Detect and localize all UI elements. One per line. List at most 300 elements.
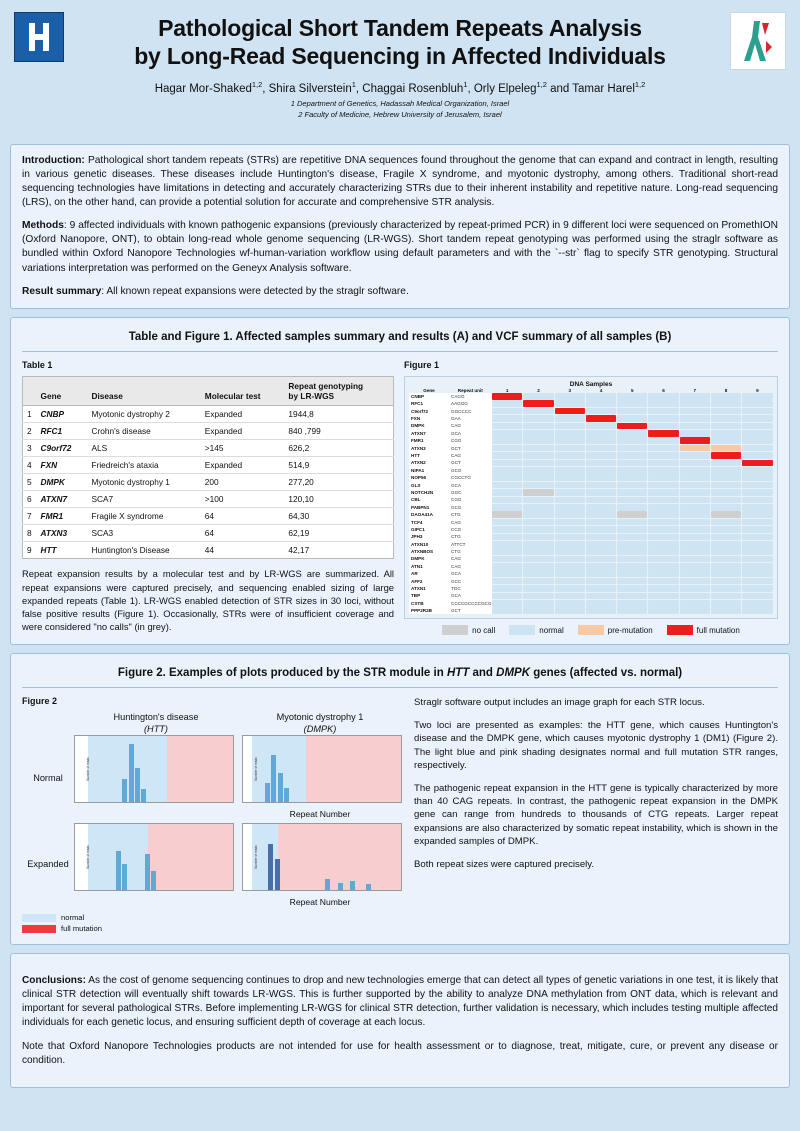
- histogram-bar: [129, 744, 134, 802]
- cell-lrwgs: 120,10: [284, 491, 393, 508]
- cell-gene: CNBP: [37, 406, 88, 423]
- heatmap-gene: ATXN3: [409, 444, 449, 451]
- heatmap-cell: [710, 526, 741, 533]
- methods-label: Methods: [22, 220, 64, 232]
- heatmap-gene: PABPN1: [409, 504, 449, 511]
- heatmap-row: [409, 444, 773, 451]
- heatmap-cell: [742, 415, 773, 422]
- heatmap-cell: [585, 607, 616, 614]
- affiliation-1: 1 Department of Genetics, Hadassah Medical Organization, Israel: [290, 98, 510, 108]
- heatmap-cell: [679, 444, 710, 451]
- histogram-bar: [122, 779, 127, 802]
- heatmap-cell: [742, 422, 773, 429]
- heatmap-cell: [523, 600, 554, 607]
- heatmap-gene: ATXN7: [409, 430, 449, 437]
- heatmap-cell: [648, 533, 679, 540]
- heatmap-cell: [648, 481, 679, 488]
- heatmap-cell: [523, 474, 554, 481]
- table-row: [23, 542, 394, 559]
- y-axis-label: Number of reads: [253, 757, 258, 782]
- heatmap-title: DNA Samples: [569, 380, 613, 388]
- heatmap-cell: [742, 467, 773, 474]
- table1-container: [22, 360, 394, 636]
- figure2-paragraph-2: Two loci are presented as examples: the HTT gene, which causes Huntington's disease and the DMPK gene, which causes myotonic dystrophy 1 (DM1) (Figure 2). The light blue and pink shading designates normal and full mutation STR ranges, respectively.: [414, 719, 778, 772]
- heatmap-row: [409, 407, 773, 414]
- divider: [22, 351, 778, 352]
- cell-lrwgs: 277,20: [284, 474, 393, 491]
- heatmap-row: [409, 467, 773, 474]
- legend-item-full-mutation: full mutation: [22, 924, 402, 933]
- heatmap-cell: [648, 407, 679, 414]
- heatmap-cell: [554, 452, 585, 459]
- heatmap-repeat-unit: CTG: [449, 533, 492, 540]
- cell-lrwgs: 514,9: [284, 457, 393, 474]
- heatmap-cell: [523, 541, 554, 548]
- heatmap-cell: [492, 548, 523, 555]
- table-row: [23, 474, 394, 491]
- cell-test: 64: [201, 525, 285, 542]
- heatmap-cell: [554, 474, 585, 481]
- page-title: [10, 8, 790, 70]
- histogram-bar: [325, 879, 330, 891]
- heatmap-cell: [648, 592, 679, 599]
- cell-disease: Myotonic dystrophy 2: [88, 406, 201, 423]
- cell-index: 5: [23, 474, 37, 491]
- heatmap-cell: [585, 518, 616, 525]
- authors-line: Hagar Mor-Shaked$^{1,2}$, Shira Silverstein$^1$, Chaggai Rosenbluh$^1$, Orly Elpeleg$^{1,2}$ and Tamar Harel$^{1,2}$: [154, 80, 646, 95]
- histogram-bar: [350, 881, 355, 890]
- heatmap-gene: TBP: [409, 592, 449, 599]
- result-summary-label: Result summary: [22, 285, 102, 297]
- heatmap-cell: [554, 548, 585, 555]
- heatmap-cell: [585, 533, 616, 540]
- heatmap-cell: [523, 496, 554, 503]
- heatmap-cell: [742, 533, 773, 540]
- heatmap-cell: [585, 496, 616, 503]
- heatmap-cell: [710, 555, 741, 562]
- affiliations: [10, 98, 790, 121]
- heatmap-cell: [617, 489, 648, 496]
- table-header-row: [23, 376, 394, 406]
- heatmap-row: [409, 518, 773, 525]
- cell-gene: HTT: [37, 542, 88, 559]
- cell-gene: ATXN7: [37, 491, 88, 508]
- legend-item-pre-mutation: [578, 625, 653, 635]
- heatmap-cell: [648, 577, 679, 584]
- heatmap-cell: [679, 577, 710, 584]
- heatmap-gene: C9orf72: [409, 407, 449, 414]
- heatmap-cell: [523, 444, 554, 451]
- heatmap-cell: [742, 452, 773, 459]
- heatmap-cell: [523, 430, 554, 437]
- cell-test: 64: [201, 508, 285, 525]
- heatmap-cell: [617, 607, 648, 614]
- heatmap-cell: [648, 474, 679, 481]
- heatmap-cell: [617, 511, 648, 518]
- cell-gene: FXN: [37, 457, 88, 474]
- histogram-bar: [338, 883, 343, 891]
- heatmap-cell: [617, 430, 648, 437]
- heatmap-cell: [710, 452, 741, 459]
- heatmap-cell: [492, 555, 523, 562]
- heatmap-cell: [554, 600, 585, 607]
- heatmap-cell: [679, 437, 710, 444]
- heatmap-cell: [523, 407, 554, 414]
- heatmap-row: [409, 496, 773, 503]
- heatmap-cell: [710, 489, 741, 496]
- heatmap-repeat-unit: GCA: [449, 481, 492, 488]
- heatmap-cell: [710, 407, 741, 414]
- heatmap-cell: [585, 563, 616, 570]
- heatmap-row: [409, 430, 773, 437]
- heatmap-sample-header: 2: [537, 387, 540, 393]
- heatmap-cell: [648, 444, 679, 451]
- y-axis-label: Number of reads: [85, 757, 90, 782]
- col-index: [23, 376, 37, 406]
- figure1-container: [404, 360, 778, 636]
- cell-disease: SCA7: [88, 491, 201, 508]
- heatmap-repeat-unit: CAG: [449, 555, 492, 562]
- conclusions-panel: [10, 953, 790, 1088]
- table-row: [23, 440, 394, 457]
- heatmap-cell: [554, 563, 585, 570]
- heatmap-cell: [742, 541, 773, 548]
- heatmap-cell: [523, 518, 554, 525]
- row-label-normal: Normal: [33, 773, 63, 784]
- heatmap-cell: [648, 489, 679, 496]
- heatmap-cell: [710, 592, 741, 599]
- heatmap-cell: [492, 474, 523, 481]
- cell-gene: C9orf72: [37, 440, 88, 457]
- heatmap-cell: [523, 467, 554, 474]
- heatmap-repeat-unit: GCA: [449, 430, 492, 437]
- histogram-bar: [278, 773, 283, 803]
- heatmap-repeat-unit: GCG: [449, 467, 492, 474]
- title-line-2: by Long-Read Sequencing in Affected Individuals: [134, 43, 666, 70]
- cell-index: 1: [23, 406, 37, 423]
- heatmap-cell: [554, 518, 585, 525]
- heatmap-sample-header: 1: [505, 387, 509, 393]
- heatmap-gene: CNBP: [409, 393, 449, 400]
- heatmap-cell: [742, 407, 773, 414]
- section2-heading: Figure 2. Examples of plots produced by the STR module in HTT and DMPK genes (affected vs. normal): [117, 667, 683, 680]
- heatmap-cell: [617, 393, 648, 400]
- heatmap-cell: [679, 541, 710, 548]
- legend-item-normal: normal: [22, 913, 402, 922]
- heatmap-cell: [710, 437, 741, 444]
- title-line-1: Pathological Short Tandem Repeats Analysis: [158, 15, 642, 41]
- heatmap-cell: [710, 496, 741, 503]
- heatmap-gene: GIPC1: [409, 526, 449, 533]
- heatmap-row: [409, 600, 773, 607]
- heatmap-cell: [492, 592, 523, 599]
- heatmap-cell: [679, 585, 710, 592]
- heatmap-cell: [648, 422, 679, 429]
- cell-index: 6: [23, 491, 37, 508]
- heatmap-repeat-unit: CGG: [449, 437, 492, 444]
- heatmap-cell: [679, 459, 710, 466]
- heatmap-cell: [710, 533, 741, 540]
- heatmap-cell: [679, 592, 710, 599]
- heatmap-cell: [710, 577, 741, 584]
- heatmap-cell: [554, 504, 585, 511]
- heatmap-cell: [710, 504, 741, 511]
- heatmap-cell: [617, 563, 648, 570]
- heatmap-cell: [554, 577, 585, 584]
- heatmap-cell: [710, 563, 741, 570]
- heatmap-sample-header: 6: [662, 387, 665, 393]
- heatmap-cell: [523, 415, 554, 422]
- col-repeat-genotyping-line1: Repeat genotyping: [288, 380, 364, 391]
- heatmap-cell: [523, 511, 554, 518]
- heatmap-gene: NIPA1: [409, 467, 449, 474]
- heatmap-cell: [492, 570, 523, 577]
- heatmap-cell: [492, 541, 523, 548]
- heatmap-cell: [617, 474, 648, 481]
- table-row: [23, 508, 394, 525]
- cell-test: 44: [201, 542, 285, 559]
- heatmap-gene: DMPK: [409, 422, 449, 429]
- figure2-paragraph-3: The pathogenic repeat expansion in the HTT gene is typically characterized by more than 40 CAG repeats. In contrast, the pathogenic repeat expansion in the DMPK gene can range from hundreds to thousands of CTG repeats. Larger repeat expansions are also characterized by somatic repeat instability, which is shown in the expanded samples of DMPK.: [414, 782, 778, 848]
- vcf-heatmap: [404, 376, 778, 620]
- col-disease: Disease: [88, 376, 201, 406]
- heatmap-cell: [492, 481, 523, 488]
- heatmap-cell: [492, 489, 523, 496]
- methods-paragraph: [22, 219, 778, 275]
- heatmap-gene: PPP2R2B: [409, 607, 449, 614]
- heatmap-row: [409, 504, 773, 511]
- heatmap-cell: [523, 607, 554, 614]
- heatmap-row: [409, 489, 773, 496]
- heatmap-cell: [617, 422, 648, 429]
- histogram-bar: [135, 768, 140, 802]
- heatmap-cell: [710, 459, 741, 466]
- result-summary-paragraph: [22, 285, 778, 299]
- heatmap-cell: [492, 415, 523, 422]
- heatmap-cell: [679, 533, 710, 540]
- cell-lrwgs: 64,30: [284, 508, 393, 525]
- heatmap-cell: [492, 422, 523, 429]
- heatmap-cell: [679, 555, 710, 562]
- heatmap-cell: [554, 570, 585, 577]
- heatmap-cell: [679, 415, 710, 422]
- heatmap-cell: [742, 600, 773, 607]
- heatmap-row: [409, 533, 773, 540]
- y-axis-label: Number of reads: [85, 845, 90, 870]
- cell-lrwgs: 840 ,799: [284, 423, 393, 440]
- heatmap-cell: [585, 407, 616, 414]
- heatmap-cell: [648, 393, 679, 400]
- heatmap-cell: [585, 452, 616, 459]
- heatmap-cell: [554, 400, 585, 407]
- heatmap-cell: [710, 607, 741, 614]
- poster-header: [10, 8, 790, 136]
- heatmap-cell: [742, 496, 773, 503]
- heatmap-cell: [710, 474, 741, 481]
- heatmap-cell: [710, 481, 741, 488]
- heatmap-cell: [523, 422, 554, 429]
- heatmap-cell: [710, 585, 741, 592]
- heatmap-cell: [679, 393, 710, 400]
- heatmap-cell: [492, 393, 523, 400]
- heatmap-cell: [523, 577, 554, 584]
- heatmap-repeat-unit: CGCCTG: [449, 474, 492, 481]
- heatmap-cell: [617, 585, 648, 592]
- cell-gene: ATXN3: [37, 525, 88, 542]
- histogram-bar: [284, 788, 289, 803]
- heatmap-cell: [617, 444, 648, 451]
- col-repeat-genotyping-line2: by LR-WGS: [288, 391, 335, 402]
- heatmap-row: [409, 459, 773, 466]
- heatmap-cell: [585, 422, 616, 429]
- heatmap-row: [409, 570, 773, 577]
- heatmap-cell: [742, 585, 773, 592]
- heatmap-cell: [554, 511, 585, 518]
- heatmap-cell: [617, 548, 648, 555]
- heatmap-cell: [742, 400, 773, 407]
- heatmap-cell: [648, 585, 679, 592]
- heatmap-cell: [585, 467, 616, 474]
- cell-lrwgs: 62,19: [284, 525, 393, 542]
- heatmap-cell: [554, 430, 585, 437]
- cell-lrwgs: 1944,8: [284, 406, 393, 423]
- heatmap-cell: [648, 541, 679, 548]
- heatmap-cell: [648, 570, 679, 577]
- heatmap-gene: CBL: [409, 496, 449, 503]
- col-repeat-genotyping: [284, 376, 393, 406]
- cell-index: 8: [23, 525, 37, 542]
- heatmap-cell: [742, 393, 773, 400]
- heatmap-cell: [617, 526, 648, 533]
- legend-label: normal: [539, 625, 564, 635]
- heatmap-cell: [523, 548, 554, 555]
- legend-label: no call: [472, 625, 496, 635]
- histogram-bar: [141, 789, 146, 802]
- heatmap-cell: [585, 541, 616, 548]
- heatmap-row: [409, 393, 773, 400]
- heatmap-cell: [492, 533, 523, 540]
- heatmap-cell: [554, 496, 585, 503]
- heatmap-cell: [648, 555, 679, 562]
- heatmap-cell: [523, 393, 554, 400]
- heatmap-cell: [492, 600, 523, 607]
- heatmap-cell: [679, 518, 710, 525]
- heatmap-cell: [523, 585, 554, 592]
- table-row: [23, 525, 394, 542]
- heatmap-cell: [617, 481, 648, 488]
- histogram-bar: [265, 783, 270, 803]
- heatmap-repeat-unit: CCCCGCCCCGCG: [451, 600, 492, 606]
- heatmap-cell: [554, 422, 585, 429]
- cell-disease: Fragile X syndrome: [88, 508, 201, 525]
- conclusions-text: As the cost of genome sequencing continues to drop and new technologies emerge that can detect all types of genetic variations in one test, it is likely that clinical STR detection will eventually shift towards LR-WGS. This is further supported by the ability to analyze DNA methylation from ONT data, which is relevant and important for several pathological STRs. Before implementing LR-WGS for clinical STR detection, further validation is necessary, which includes testing multiple affected individuals for each genetic locus, and ensuring sufficient depth of coverage at each locus.: [22, 974, 778, 1028]
- heatmap-sample-header: 4: [599, 387, 603, 393]
- heatmap-cell: [617, 504, 648, 511]
- heatmap-cell: [523, 481, 554, 488]
- section1-heading: Table and Figure 1. Affected samples summary and results (A) and VCF summary of all samples (B): [128, 330, 672, 343]
- hadassah-logo-icon: [14, 12, 64, 62]
- heatmap-cell: [617, 496, 648, 503]
- heatmap-cell: [585, 459, 616, 466]
- heatmap-cell: [585, 600, 616, 607]
- heatmap-col-header: Repeat unit: [457, 387, 483, 393]
- y-axis-label: Number of reads: [253, 845, 258, 870]
- heatmap-cell: [742, 548, 773, 555]
- heatmap-cell: [492, 444, 523, 451]
- table-row: [23, 423, 394, 440]
- figure2-paragraph-1: Straglr software output includes an image graph for each STR locus.: [414, 697, 705, 709]
- heatmap-cell: [710, 467, 741, 474]
- heatmap-cell: [710, 422, 741, 429]
- heatmap-cell: [617, 541, 648, 548]
- heatmap-cell: [492, 400, 523, 407]
- heatmap-row: [409, 511, 773, 518]
- heatmap-repeat-unit: GCA: [449, 592, 492, 599]
- cell-gene: RFC1: [37, 423, 88, 440]
- heatmap-cell: [679, 430, 710, 437]
- heatmap-cell: [679, 452, 710, 459]
- cell-disease: SCA3: [88, 525, 201, 542]
- heatmap-cell: [492, 511, 523, 518]
- heatmap-cell: [648, 496, 679, 503]
- figure2-text-container: [414, 696, 778, 935]
- heatmap-sample-header: 7: [693, 387, 697, 393]
- heatmap-cell: [617, 533, 648, 540]
- heatmap-cell: [679, 496, 710, 503]
- heatmap-cell: [617, 570, 648, 577]
- hebrew-university-logo-icon: [730, 12, 786, 70]
- heatmap-gene: AR: [409, 570, 449, 577]
- heatmap-cell: [523, 526, 554, 533]
- heatmap-cell: [742, 437, 773, 444]
- heatmap-cell: [648, 400, 679, 407]
- heatmap-row: [409, 422, 773, 429]
- heatmap-sample-header: 9: [756, 387, 759, 393]
- heatmap-cell: [492, 452, 523, 459]
- cell-disease: Crohn's disease: [88, 423, 201, 440]
- conclusions-label: Conclusions:: [22, 974, 86, 986]
- histogram-bar: [275, 859, 280, 891]
- conclusions-paragraph: [22, 974, 778, 1031]
- heatmap-row: [409, 555, 773, 562]
- heatmap-cell: [710, 393, 741, 400]
- heatmap-cell: [554, 444, 585, 451]
- heatmap-cell: [492, 407, 523, 414]
- cell-index: 7: [23, 508, 37, 525]
- heatmap-cell: [585, 526, 616, 533]
- heatmap-cell: [554, 526, 585, 533]
- heatmap-cell: [617, 452, 648, 459]
- heatmap-repeat-unit: CAG: [449, 563, 492, 570]
- heatmap-row: [409, 548, 773, 555]
- heatmap-cell: [648, 452, 679, 459]
- cell-gene: DMPK: [37, 474, 88, 491]
- heatmap-cell: [617, 577, 648, 584]
- heatmap-cell: [617, 467, 648, 474]
- legend-label: pre-mutation: [607, 625, 653, 635]
- heatmap-cell: [585, 570, 616, 577]
- figure2-label: Figure 2: [22, 696, 58, 707]
- cell-index: 3: [23, 440, 37, 457]
- heatmap-repeat-unit: ATTCT: [449, 541, 492, 548]
- heatmap-cell: [585, 511, 616, 518]
- figure2-column-headers: [74, 712, 402, 735]
- cell-test: >100: [201, 491, 285, 508]
- heatmap-cell: [585, 504, 616, 511]
- heatmap-cell: [523, 555, 554, 562]
- table1-label: Table 1: [22, 359, 53, 370]
- histogram-bar: [366, 884, 371, 891]
